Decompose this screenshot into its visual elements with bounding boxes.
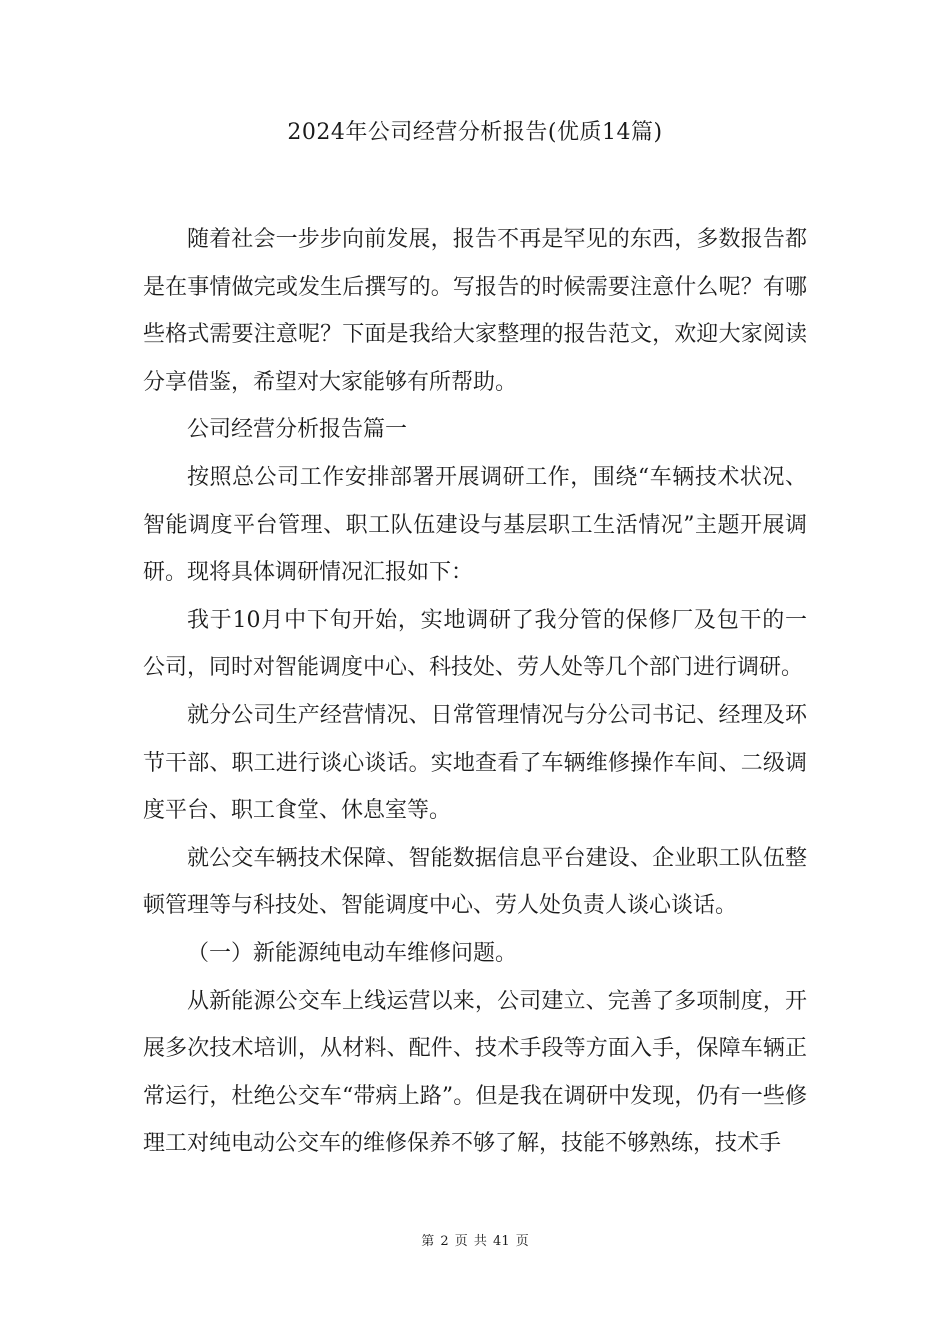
paragraph: 按照总公司工作安排部署开展调研工作，围绕“车辆技术状况、智能调度平台管理、职工队伍建设与基层职工生活情况”主题开展调研。现将具体调研情况汇报如下： xyxy=(143,464,807,586)
paragraph: 我于10月中下旬开始，实地调研了我分管的保修厂及包干的一公司，同时对智能调度中心、科技处、劳人处等几个部门进行调研。 xyxy=(143,607,807,681)
paragraph: 就公交车辆技术保障、智能数据信息平台建设、企业职工队伍整顿管理等与科技处、智能调度中心、劳人处负责人谈心谈话。 xyxy=(143,845,807,919)
document-body xyxy=(143,216,807,1168)
paragraph-intro: 随着社会一步步向前发展，报告不再是罕见的东西，多数报告都是在事情做完或发生后撰写的。写报告的时候需要注意什么呢？有哪些格式需要注意呢？下面是我给大家整理的报告范文，欢迎大家阅读分享借鉴，希望对大家能够有所帮助。 xyxy=(143,227,807,395)
paragraph: 从新能源公交车上线运营以来，公司建立、完善了多项制度，开展多次技术培训，从材料、配件、技术手段等方面入手，保障车辆正常运行，杜绝公交车“带病上路”。但是我在调研中发现，仍有一些修理工对纯电动公交车的维修保养不够了解，技能不够熟练，技术手 xyxy=(143,988,807,1157)
section-heading: 公司经营分析报告篇一 xyxy=(187,417,408,443)
subsection-heading: （一）新能源纯电动车维修问题。 xyxy=(187,940,518,966)
paragraph: 就分公司生产经营情况、日常管理情况与分公司书记、经理及环节干部、职工进行谈心谈话。实地查看了车辆维修操作车间、二级调度平台、职工食堂、休息室等。 xyxy=(143,702,807,824)
page-number-footer: 第 2 页 共 41 页 xyxy=(421,1234,529,1249)
document-title: 2024年公司经营分析报告(优质14篇) xyxy=(287,120,663,145)
